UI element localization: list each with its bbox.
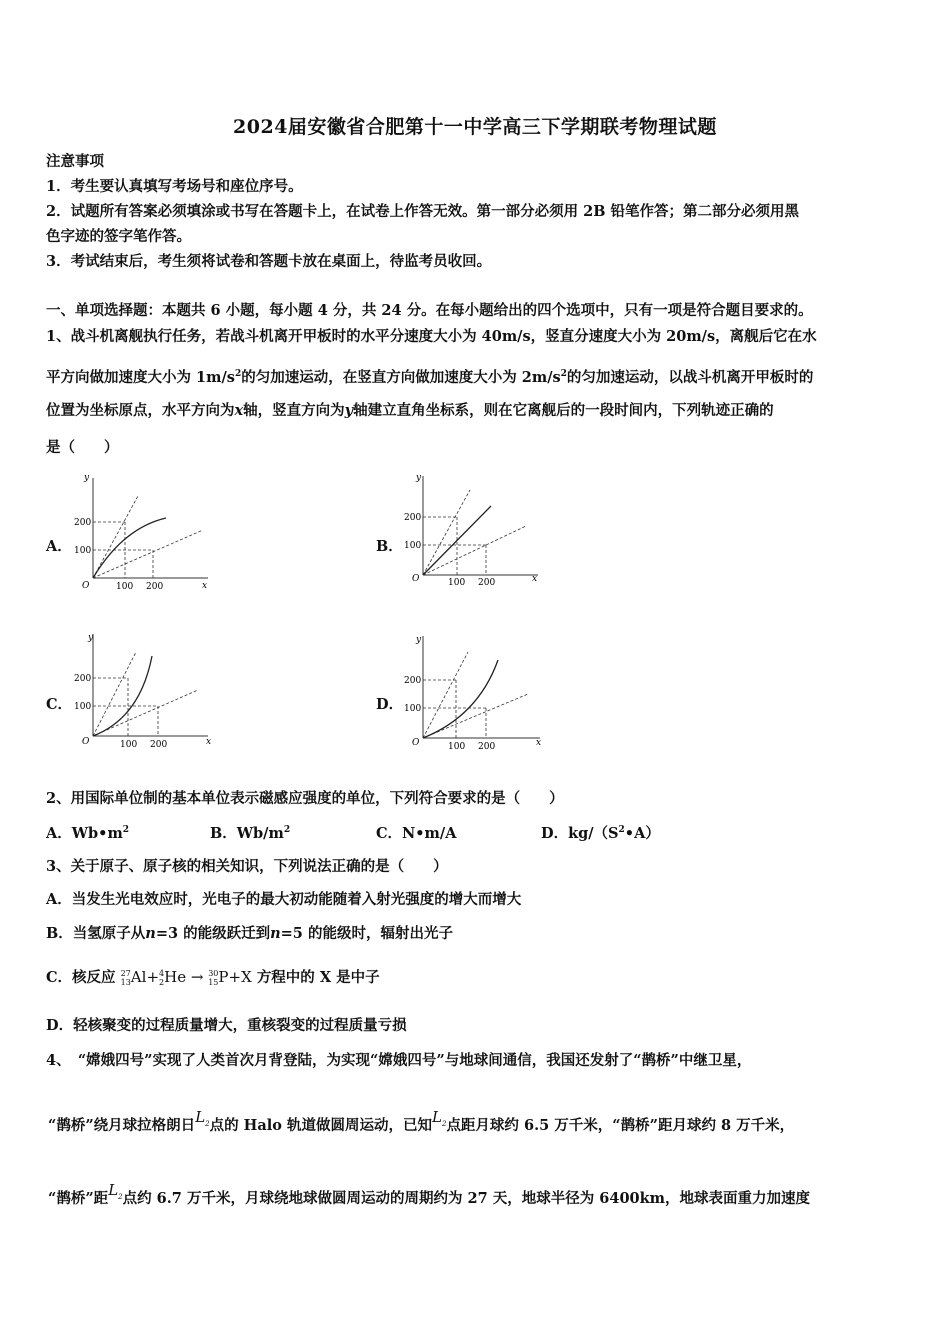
q2-stem: 2、用国际单位制的基本单位表示磁感应强度的单位，下列符合要求的是（ ）	[46, 790, 564, 807]
graph-a-svg	[74, 468, 218, 603]
tick-label-100-y: 100	[74, 702, 92, 712]
q1-option-a-label: A．	[46, 538, 72, 555]
tick-label-200-y: 200	[404, 676, 422, 686]
origin-label: O	[82, 737, 90, 747]
y-axis-label: y	[88, 633, 94, 643]
tick-label-200-y: 200	[74, 518, 92, 528]
q3-stem: 3、关于原子、原子核的相关知识，下列说法正确的是（ ）	[46, 858, 448, 875]
page-title: 2024届安徽省合肥第十一中学高三下学期联考物理试题	[233, 116, 717, 138]
q2-option-a[interactable]: A．$Wb•m^2$	[46, 825, 130, 842]
notice-item-1: 1．考生要认真填写考场号和座位序号。	[46, 178, 303, 195]
tick-label-100-x: 100	[116, 582, 134, 592]
q1-graph-b[interactable]	[404, 468, 548, 603]
velocity-line	[93, 690, 198, 736]
q1-line-4: 是（ ）	[46, 439, 119, 456]
notice-item-3: 3．考试结束后，考生须将试卷和答题卡放在桌面上，待监考员收回。	[46, 253, 492, 270]
tick-label-200-x: 200	[146, 582, 164, 592]
section-heading: 一、单项选择题：本题共 6 小题，每小题 4 分，共 24 分。在每小题给出的四个选项中，只有一项是符合题目要求的。	[46, 302, 813, 319]
q3-option-a[interactable]: A．当发生光电效应时，光电子的最大初动能随着入射光强度的增大而增大	[46, 891, 522, 908]
x-axis-label: x	[202, 581, 208, 591]
lagrange-point-symbol: $L_2$	[195, 1108, 210, 1128]
nuclear-equation: 27 13Al+4 2He → 30 15P+X	[120, 968, 252, 987]
tick-label-100-y: 100	[404, 541, 422, 551]
q4-line-2: “鹊桥”绕月球拉格朗日$L_2$点的 Halo 轨道做圆周运动，已知$L_2$点距月球约 6.5 万千米，“鹊桥”距月球约 8 万千米，	[48, 1108, 795, 1134]
tick-label-100-y: 100	[74, 546, 92, 556]
notice-item-2-cont: 色字迹的签字笔作答。	[46, 228, 191, 245]
origin-label: O	[412, 574, 420, 584]
tick-label-100-x: 100	[448, 742, 466, 752]
origin-label: O	[412, 738, 420, 748]
trajectory-curve	[93, 518, 166, 578]
tick-label-200-y: 200	[404, 513, 422, 523]
q1-option-d-label: D．	[376, 696, 404, 713]
origin-label: O	[82, 581, 90, 591]
q1-graph-a[interactable]	[74, 468, 218, 603]
y-axis-label: y	[84, 473, 90, 483]
lagrange-point-symbol: $L_2$	[108, 1181, 123, 1201]
q1-graph-d[interactable]	[404, 628, 548, 763]
trajectory-curve	[93, 656, 152, 736]
velocity-line	[423, 490, 470, 575]
trajectory-curve	[423, 660, 498, 738]
velocity-line	[423, 652, 468, 738]
velocity-line	[93, 496, 138, 578]
tick-label-200-x: 200	[478, 578, 496, 588]
q1-line-2: 平方向做加速度大小为 $1m/s^2$的匀加速运动，在竖直方向做加速度大小为 $2m/s^2$的匀加速运动，以战斗机离开甲板时的	[46, 368, 814, 386]
x-axis-label: x	[206, 737, 212, 747]
q4-line-1: 4、 “嫦娥四号”实现了人类首次月背登陆，为实现“嫦娥四号”与地球间通信，我国还发射了“鹊桥”中继卫星，	[46, 1052, 752, 1069]
notice-item-2: 2．试题所有答案必须填涂或书写在答题卡上，在试卷上作答无效。第一部分必须用 2B 铅笔作答；第二部分必须用黑	[46, 203, 800, 220]
q3-option-c[interactable]: C．核反应 27 13Al+4 2He → 30 15P+X 方程中的 X 是中子	[46, 968, 380, 987]
q3-option-d[interactable]: D．轻核聚变的过程质量增大，重核裂变的过程质量亏损	[46, 1017, 407, 1034]
q1-line-3: 位置为坐标原点，水平方向为x轴，竖直方向为y轴建立直角坐标系，则在它离舰后的一段时间内，下列轨迹正确的	[46, 402, 774, 419]
tick-label-100-x: 100	[448, 578, 466, 588]
graph-c-svg	[74, 628, 218, 763]
x-axis-label: x	[532, 574, 538, 584]
y-axis-label: y	[416, 635, 422, 645]
q1-option-c-label: C．	[46, 696, 73, 713]
graph-d-svg	[404, 628, 548, 763]
q1-line-1: 1、战斗机离舰执行任务，若战斗机离开甲板时的水平分速度大小为 40m/s，竖直分速度大小为 20m/s，离舰后它在水	[46, 328, 817, 345]
tick-label-100-x: 100	[120, 740, 138, 750]
q1-graph-c[interactable]	[74, 628, 218, 763]
tick-label-100-y: 100	[404, 704, 422, 714]
y-axis-label: y	[416, 473, 422, 483]
q2-option-d[interactable]: D．$kg/(S^2•A)$	[541, 825, 660, 842]
q4-line-3: “鹊桥”距$L_2$点约 6.7 万千米，月球绕地球做圆周运动的周期约为 27 天，地球半径为 6400km，地球表面重力加速度	[48, 1181, 811, 1207]
notice-heading: 注意事项	[46, 153, 104, 170]
tick-label-200-x: 200	[478, 742, 496, 752]
q1-option-b-label: B．	[376, 538, 403, 555]
lagrange-point-symbol: $L_2$	[432, 1108, 447, 1128]
q2-option-b[interactable]: B．$Wb/m^2$	[210, 825, 291, 842]
tick-label-200-x: 200	[150, 740, 168, 750]
x-axis-label: x	[536, 738, 542, 748]
graph-b-svg	[404, 468, 548, 603]
q2-option-c[interactable]: C．N•m/A	[376, 825, 457, 842]
velocity-line	[423, 526, 526, 575]
tick-label-200-y: 200	[74, 674, 92, 684]
q3-option-b[interactable]: B．当氢原子从n=3 的能级跃迁到n=5 的能级时，辐射出光子	[46, 925, 453, 942]
